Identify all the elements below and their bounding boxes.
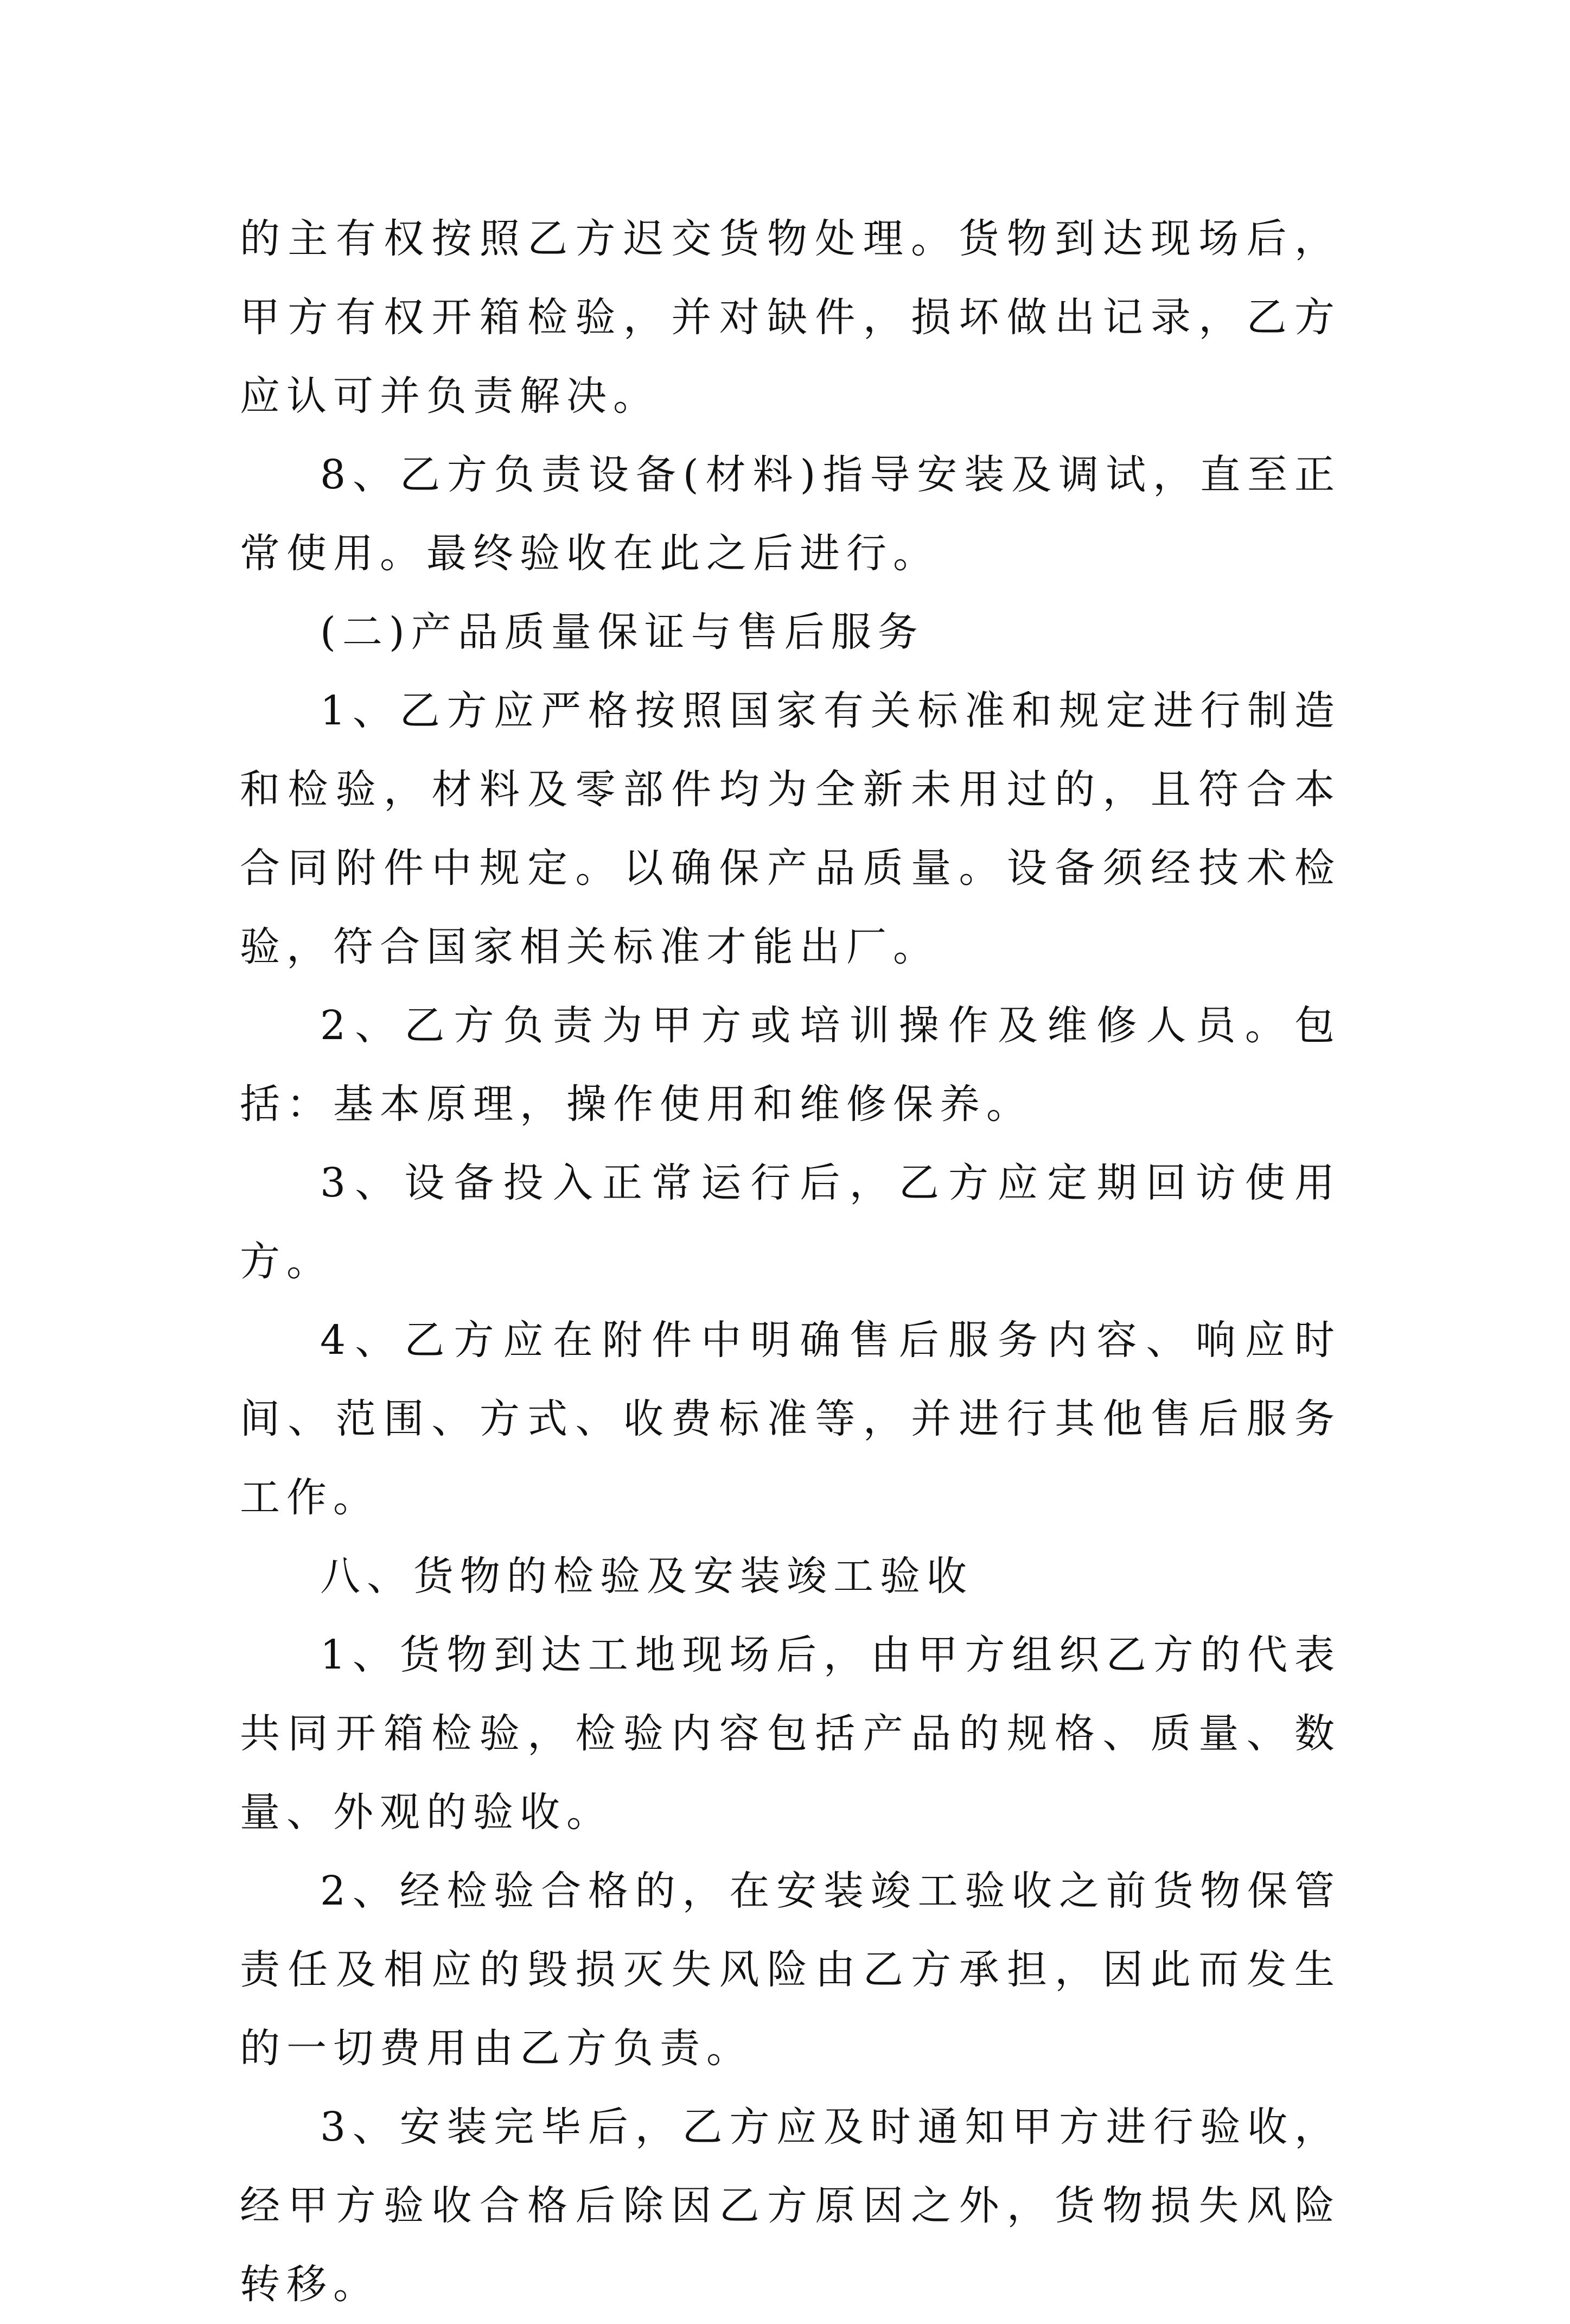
document-body (240, 200, 1341, 2324)
paragraph-item-8: 8、乙方负责设备(材料)指导安装及调试，直至正常使用。最终验收在此之后进行。 (240, 451, 1341, 577)
section-heading-inspection: 八、货物的检验及安装竣工验收 (320, 1553, 973, 1600)
paragraph-inspection-2: 2、经检验合格的，在安装竣工验收之前货物保管责任及相应的毁损灭失风险由乙方承担，因此而发生的一切费用由乙方负责。 (240, 1868, 1341, 2072)
section-heading-quality-service: (二)产品质量保证与售后服务 (320, 609, 924, 655)
paragraph-inspection-3: 3、安装完毕后，乙方应及时通知甲方进行验收，经甲方验收合格后除因乙方原因之外，货物损失风险转移。 (240, 2104, 1341, 2308)
paragraph-quality-4: 4、乙方应在附件中明确售后服务内容、响应时间、范围、方式、收费标准等，并进行其他售后服务工作。 (240, 1317, 1341, 1521)
paragraph-quality-2: 2、乙方负责为甲方或培训操作及维修人员。包括：基本原理，操作使用和维修保养。 (240, 1002, 1341, 1128)
paragraph-continuation: 的主有权按照乙方迟交货物处理。货物到达现场后，甲方有权开箱检验，并对缺件，损坏做出记录，乙方应认可并负责解决。 (240, 215, 1341, 419)
paragraph-quality-1: 1、乙方应严格按照国家有关标准和规定进行制造和检验，材料及零部件均为全新未用过的，且符合本合同附件中规定。以确保产品质量。设备须经技术检验，符合国家相关标准才能出厂。 (240, 687, 1341, 970)
paragraph-inspection-1: 1、货物到达工地现场后，由甲方组织乙方的代表共同开箱检验，检验内容包括产品的规格、质量、数量、外观的验收。 (240, 1632, 1341, 1836)
paragraph-quality-3: 3、设备投入正常运行后，乙方应定期回访使用方。 (240, 1160, 1341, 1285)
